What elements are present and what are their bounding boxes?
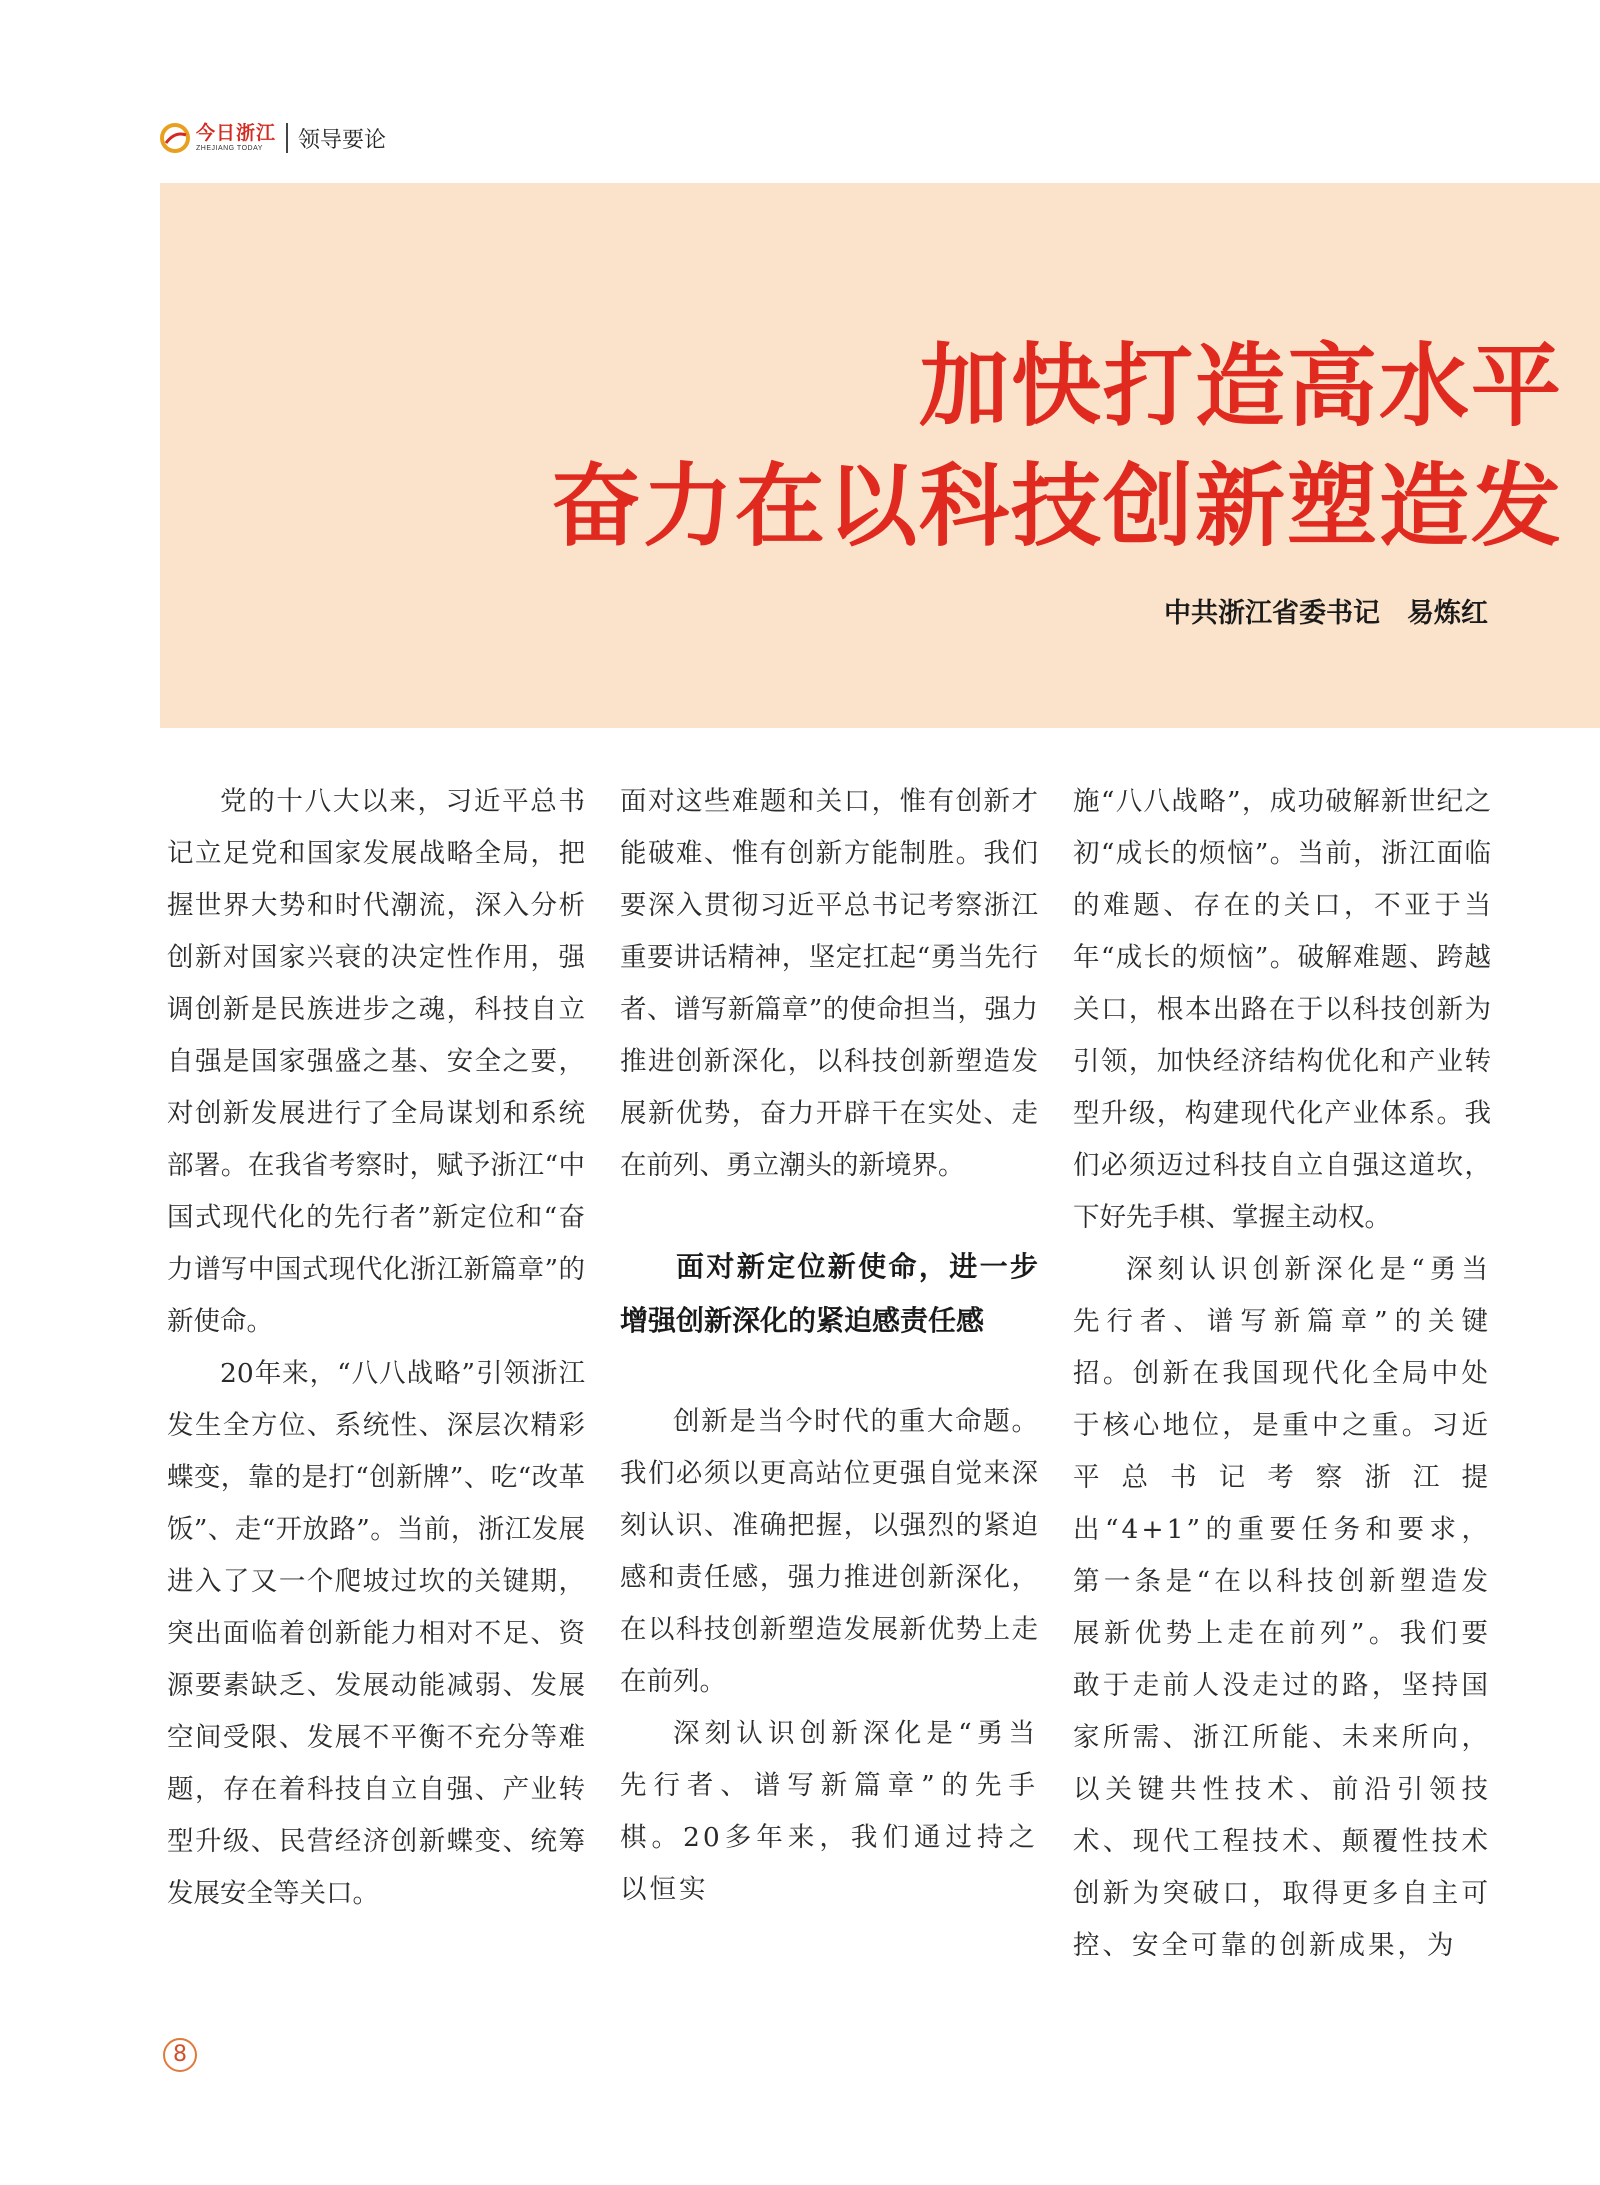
paragraph: 面对这些难题和关口，惟有创新才能破难、惟有创新方能制胜。我们要深入贯彻习近平总书记考察浙江重要讲话精神，坚定扛起“勇当先行者、谱写新篇章”的使命担当，强力推进创新深化，以科技创新塑造发展新优势，奋力开辟干在实处、走在前列、勇立潮头的新境界。 [620, 786, 1038, 1181]
article-title-line-1: 加快打造高水平 [919, 334, 1563, 439]
paragraph: 深刻认识创新深化是“勇当先行者、谱写新篇章”的关键招。创新在我国现代化全局中处于核心地位，是重中之重。习近平总书记考察浙江提出“4+1”的重要任务和要求，第一条是“在以科技创新塑造发展新优势上走在前列”。我们要敢于走前人没走过的路，坚持国家所需、浙江所能、未来所向，以关键共性技术、前沿引领技术、现代工程技术、颠覆性技术创新为突破口，取得更多自主可控、安全可靠的创新成果，为 [1073, 1254, 1491, 1961]
paragraph: 党的十八大以来，习近平总书记立足党和国家发展战略全局，把握世界大势和时代潮流，深入分析创新对国家兴衰的决定性作用，强调创新是民族进步之魂，科技自立自强是国家强盛之基、安全之要，对创新发展进行了全局谋划和系统部署。在我省考察时，赋予浙江“中国式现代化的先行者”新定位和“奋力谱写中国式现代化浙江新篇章”的新使命。 [167, 786, 585, 1337]
title-banner [160, 183, 1600, 728]
paragraph: 创新是当今时代的重大命题。我们必须以更高站位更强自觉来深刻认识、准确把握，以强烈的紧迫感和责任感，强力推进创新深化，在以科技创新塑造发展新优势上走在前列。 [620, 1406, 1038, 1697]
section-heading: 面对新定位新使命，进一步增强创新深化的紧迫感责任感 [620, 1250, 1038, 1337]
paragraph: 20年来，“八八战略”引领浙江发生全方位、系统性、深层次精彩蝶变，靠的是打“创新牌”、吃“改革饭”、走“开放路”。当前，浙江发展进入了又一个爬坡过坎的关键期，突出面临着创新能力相对不足、资源要素缺乏、发展动能减弱、发展空间受限、发展不平衡不充分等难题，存在着科技自立自强、产业转型升级、民营经济创新蝶变、统筹发展安全等关口。 [167, 1358, 585, 1909]
page-header [160, 118, 386, 158]
paragraph: 施“八八战略”，成功破解新世纪之初“成长的烦恼”。当前，浙江面临的难题、存在的关口，不亚于当年“成长的烦恼”。破解难题、跨越关口，根本出路在于以科技创新为引领，加快经济结构优化和产业转型升级，构建现代化产业体系。我们必须迈过科技自立自强这道坎，下好先手棋、掌握主动权。 [1073, 786, 1491, 1233]
logo-text-cn: 今日浙江 [196, 122, 277, 144]
paragraph: 深刻认识创新深化是“勇当先行者、谱写新篇章”的先手棋。20多年来，我们通过持之以恒实 [620, 1718, 1038, 1905]
header-divider [286, 123, 288, 153]
text-column-1 [167, 776, 585, 1920]
publication-logo [160, 123, 276, 153]
text-column-3 [1073, 776, 1491, 1972]
page-number: 8 [163, 2038, 197, 2072]
author-byline: 中共浙江省委书记 易炼红 [1164, 598, 1488, 629]
section-name: 领导要论 [298, 127, 387, 153]
zhejiang-today-logo-icon [160, 123, 190, 153]
article-title-line-2: 奋力在以科技创新塑造发 [551, 454, 1563, 559]
logo-text-en: ZHEJIANG TODAY [196, 145, 263, 152]
text-column-2 [620, 776, 1038, 1916]
